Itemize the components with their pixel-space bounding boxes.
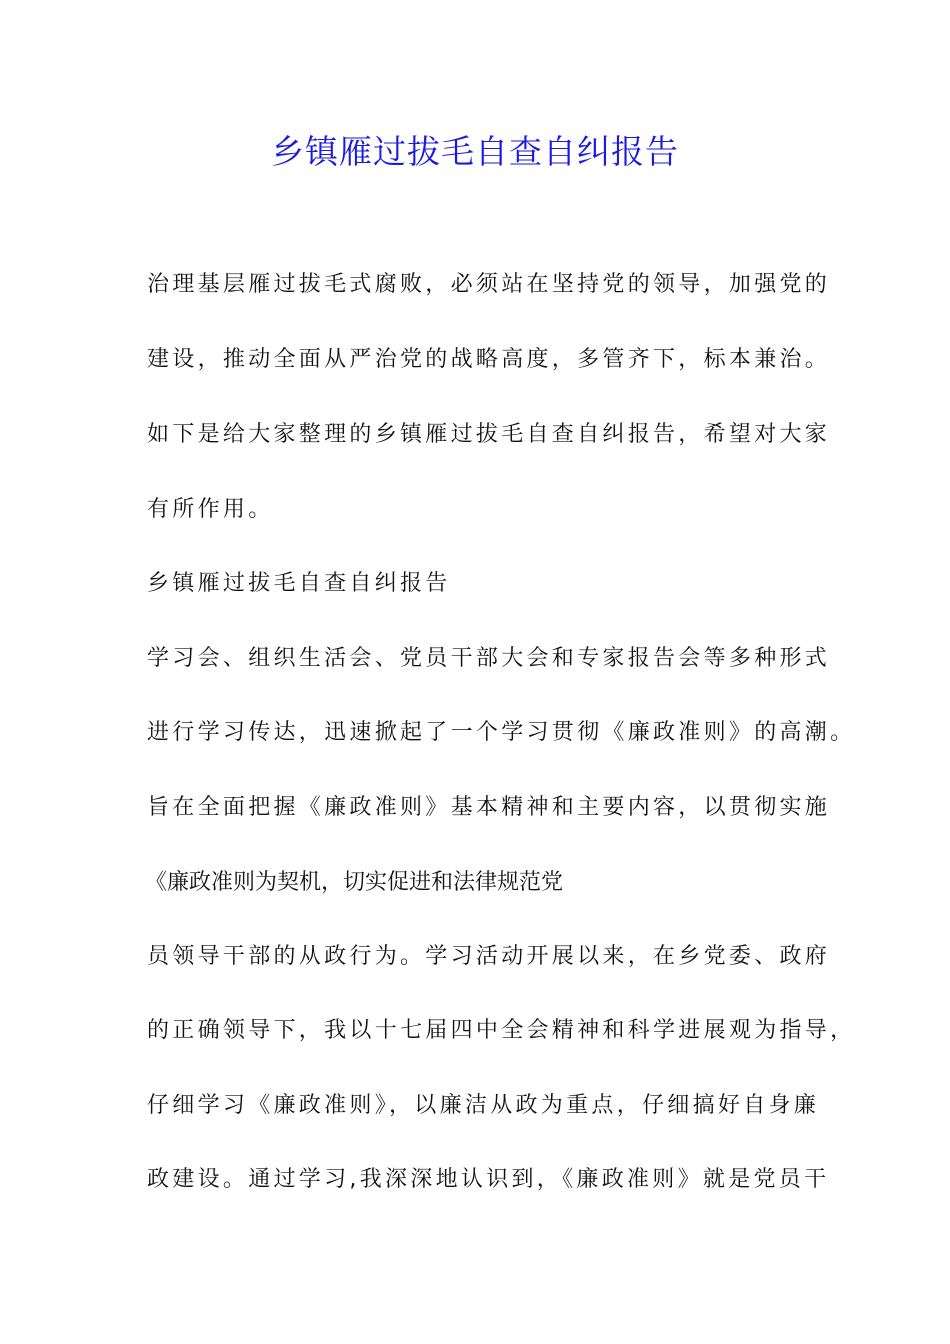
paragraph-line: 建设，推动全面从严治党的战略高度，多管齐下，标本兼治。	[147, 347, 831, 372]
paragraph-line: 旨在全面把握《廉政准则》基本精神和主要内容，以贯彻实施	[147, 795, 831, 820]
paragraph-line: 进行学习传达，迅速掀起了一个学习贯彻《廉政准则》的高潮。	[147, 720, 856, 745]
paragraph-line: 学习会、组织生活会、党员干部大会和专家报告会等多种形式	[147, 646, 831, 671]
paragraph-line: 员领导干部的从政行为。学习活动开展以来，在乡党委、政府	[147, 944, 831, 969]
paragraph-line: 的正确领导下，我以十七届四中全会精神和科学进展观为指导，	[147, 1018, 856, 1043]
document-title: 乡镇雁过拔毛自查自纠报告	[271, 132, 679, 171]
section-heading: 乡镇雁过拔毛自查自纠报告	[147, 571, 451, 596]
paragraph-line: 有所作用。	[147, 497, 274, 522]
paragraph-line: 政建设。通过学习,我深深地认识到，《廉政准则》就是党员干	[147, 1167, 830, 1192]
paragraph-line: 《廉政准则为契机，切实促进和法律规范党	[145, 870, 564, 895]
paragraph-line: 仔细学习《廉政准则》，以廉洁从政为重点，仔细搞好自身廉	[147, 1093, 820, 1118]
paragraph-line: 治理基层雁过拔毛式腐败，必须站在坚持党的领导，加强党的	[147, 272, 831, 297]
paragraph-line: 如下是给大家整理的乡镇雁过拔毛自查自纠报告，希望对大家	[147, 422, 831, 447]
